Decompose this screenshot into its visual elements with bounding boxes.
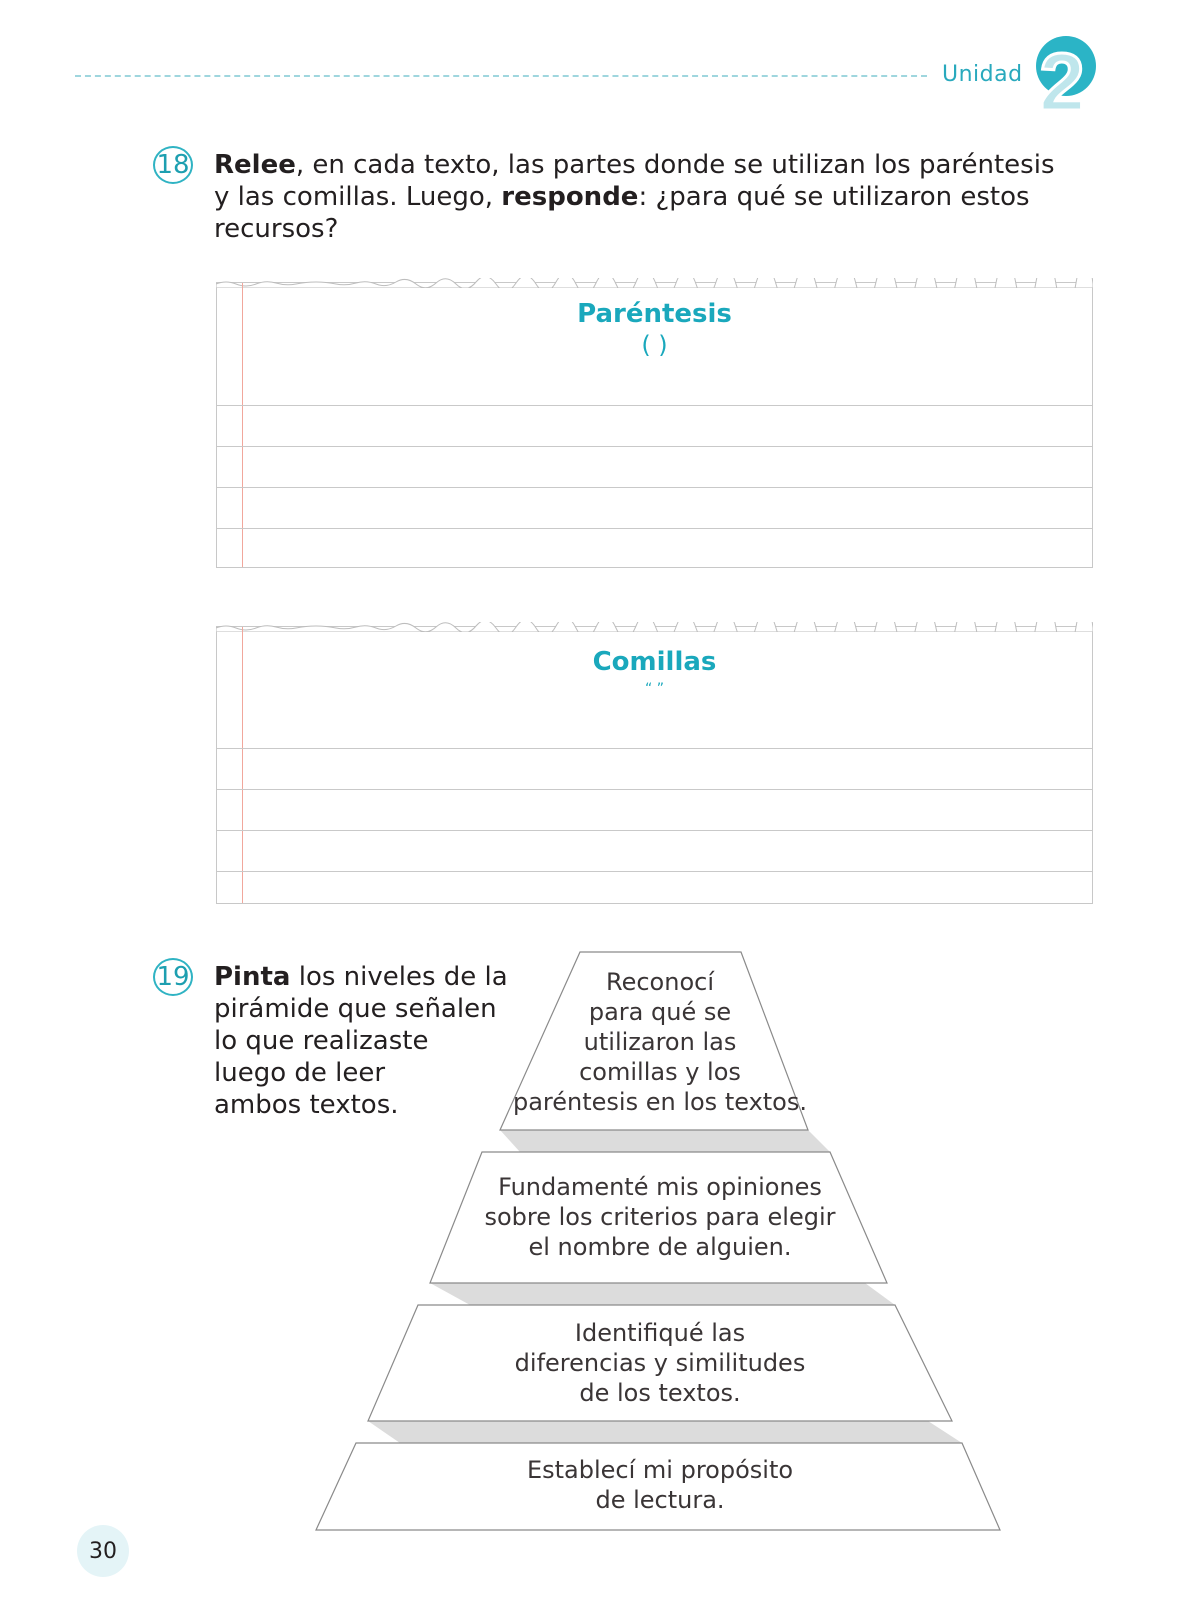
level-1-line-4: comillas y los bbox=[579, 1058, 741, 1086]
level-3-line-3: de los textos. bbox=[579, 1379, 741, 1407]
unit-label: Unidad bbox=[942, 62, 1023, 87]
pyramid-level-4-text bbox=[460, 1455, 860, 1515]
q19-line2: pirámide que señalen bbox=[214, 994, 497, 1024]
pyramid-shadow-2 bbox=[430, 1283, 895, 1305]
q19-line5: ambos textos. bbox=[214, 1090, 399, 1120]
pyramid-level-1-text bbox=[504, 967, 816, 1117]
comillas-title: Comillas bbox=[592, 647, 717, 677]
q18-verb-responde: responde bbox=[501, 182, 639, 212]
level-4-line-1: Establecí mi propósito bbox=[526, 1456, 794, 1484]
pyramid-level-2-text bbox=[460, 1172, 860, 1262]
q19-line1: los niveles de la bbox=[290, 962, 508, 992]
page-number: 30 bbox=[77, 1525, 129, 1577]
q19-line4: luego de leer bbox=[214, 1058, 386, 1088]
pyramid-shadow-1 bbox=[500, 1130, 830, 1152]
level-2-line-2: sobre los criterios para elegir bbox=[484, 1203, 836, 1231]
pyramid-shadow-3 bbox=[368, 1421, 962, 1443]
q18-line3: recursos? bbox=[214, 214, 339, 244]
level-3-line-1: Identifiqué las bbox=[574, 1319, 746, 1347]
pyramid-level-3-text bbox=[460, 1318, 860, 1408]
level-2-line-1: Fundamenté mis opiniones bbox=[498, 1173, 822, 1201]
level-4-line-2: de lectura. bbox=[595, 1486, 725, 1514]
unit-number: 2 bbox=[1039, 37, 1085, 116]
q18-line2-rest: : ¿para qué se utilizaron estos bbox=[638, 182, 1030, 212]
question-18-number: 18 bbox=[153, 146, 193, 184]
level-1-line-2: para qué se bbox=[588, 998, 732, 1026]
q19-line3: lo que realizaste bbox=[214, 1026, 429, 1056]
level-1-line-5: paréntesis en los textos. bbox=[512, 1088, 807, 1116]
parentesis-symbol: ( ) bbox=[641, 331, 668, 359]
q18-line2-pre: y las comillas. Luego, bbox=[214, 182, 502, 212]
q18-verb-relee: Relee bbox=[214, 150, 296, 180]
level-1-line-3: utilizaron las bbox=[583, 1028, 737, 1056]
q19-verb-pinta: Pinta bbox=[214, 962, 291, 992]
parentesis-title: Paréntesis bbox=[577, 299, 732, 329]
q18-line1: , en cada texto, las partes donde se utilizan los paréntesis bbox=[295, 150, 1055, 180]
comillas-symbol: “ ” bbox=[645, 681, 664, 697]
level-3-line-2: diferencias y similitudes bbox=[514, 1349, 806, 1377]
question-19-number: 19 bbox=[153, 958, 193, 996]
level-1-line-1: Reconocí bbox=[606, 968, 714, 996]
level-2-line-3: el nombre de alguien. bbox=[528, 1233, 792, 1261]
